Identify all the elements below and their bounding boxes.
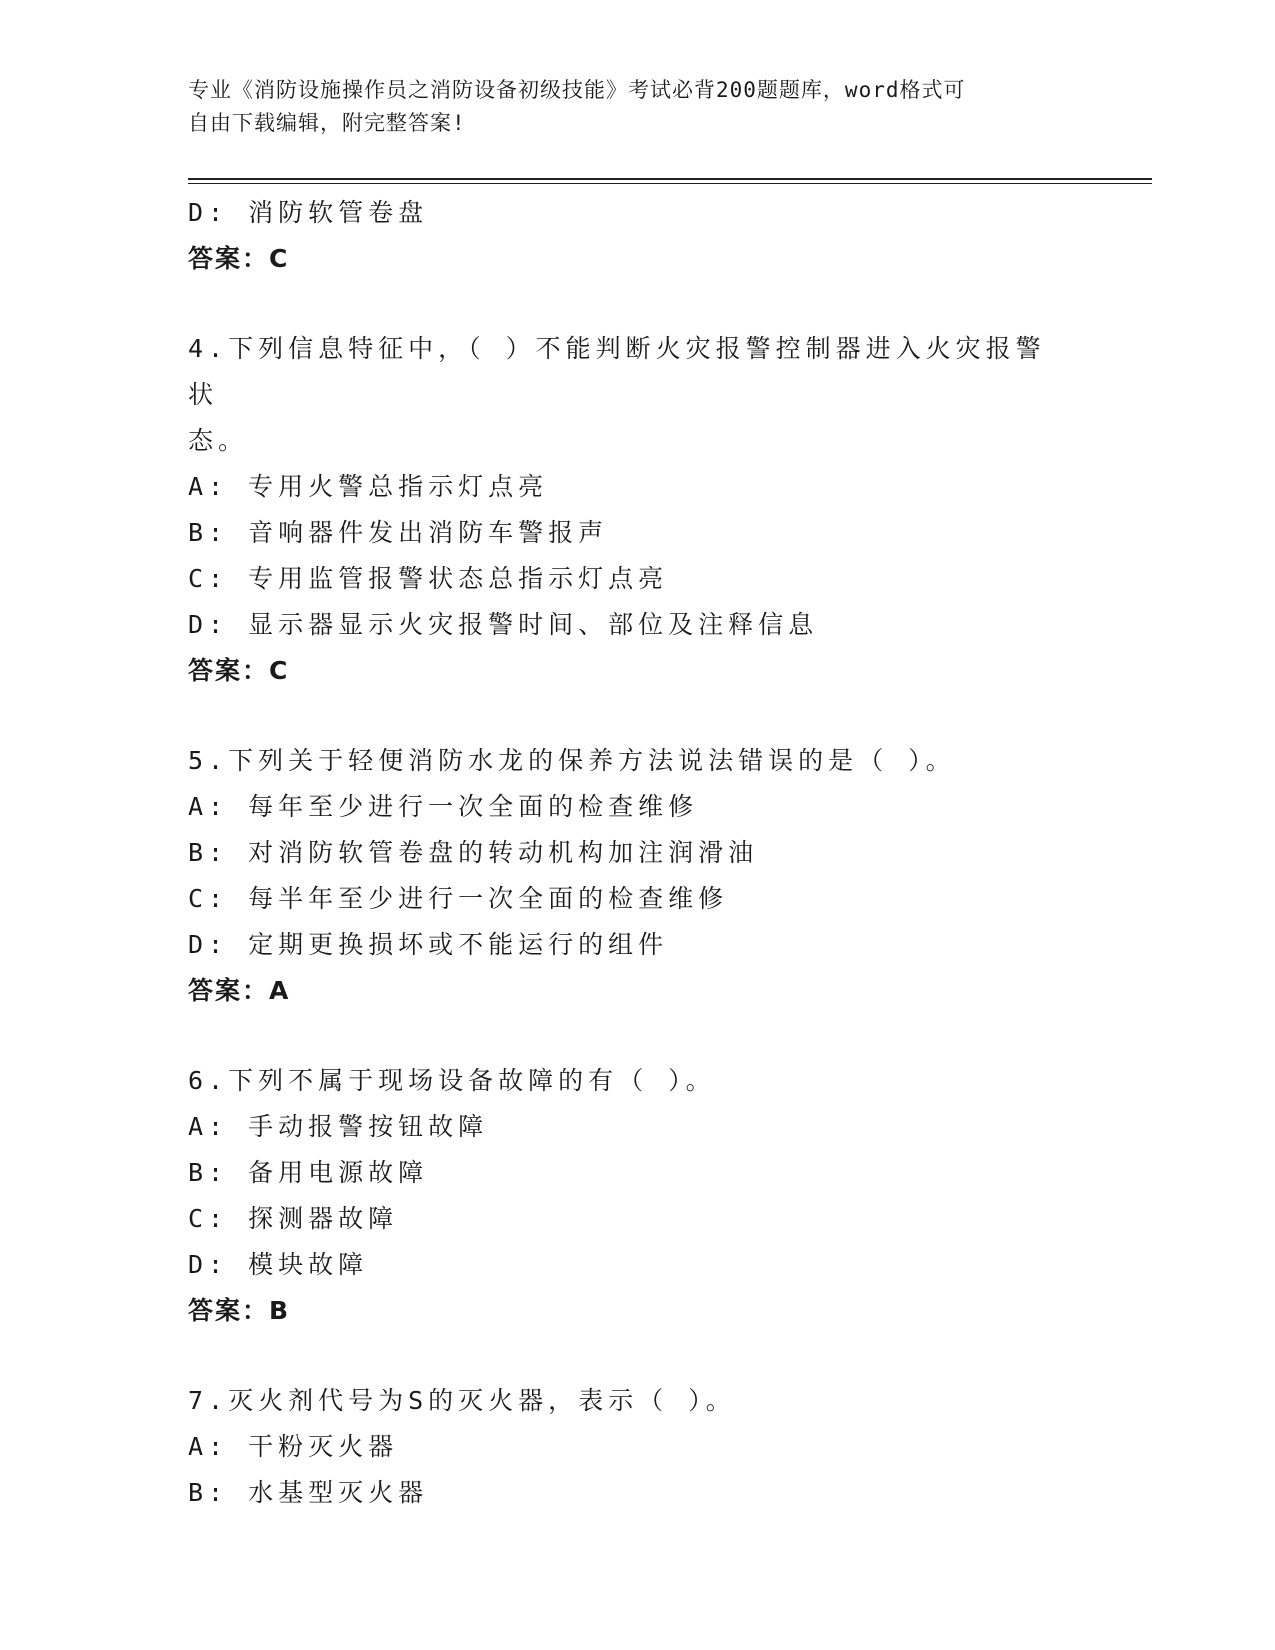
answer-label: 答案： — [188, 656, 270, 685]
answer-label: 答案： — [188, 244, 270, 273]
answer-value: C — [269, 244, 290, 273]
question-4 — [188, 326, 1088, 694]
question-stem: 5.下列关于轻便消防水龙的保养方法说法错误的是（ ）。 — [188, 746, 956, 775]
question-stem-line-2: 态。 — [188, 426, 249, 455]
option-b: B: 音响器件发出消防车警报声 — [188, 518, 609, 547]
option-c: C: 探测器故障 — [188, 1204, 399, 1233]
option-c: C: 专用监管报警状态总指示灯点亮 — [188, 564, 669, 593]
question-stem: 6.下列不属于现场设备故障的有（ ）。 — [188, 1066, 716, 1095]
document-header — [188, 74, 1068, 140]
answer-label: 答案： — [188, 1296, 270, 1325]
header-title-line-2: 自由下载编辑，附完整答案! — [188, 111, 466, 135]
option-d: D: 消防软管卷盘 — [188, 198, 429, 227]
option-d: D: 模块故障 — [188, 1250, 369, 1279]
question-stem-line-1: 4.下列信息特征中，（ ）不能判断火灾报警控制器进入火灾报警状 — [188, 334, 1046, 409]
question-6 — [188, 1058, 1088, 1334]
option-d: D: 显示器显示火灾报警时间、部位及注释信息 — [188, 610, 819, 639]
option-b: B: 水基型灭火器 — [188, 1478, 429, 1507]
answer-line — [188, 968, 1088, 1014]
option-b: B: 备用电源故障 — [188, 1158, 429, 1187]
answer-value: C — [269, 656, 290, 685]
question-5 — [188, 738, 1088, 1014]
question-7 — [188, 1378, 1088, 1516]
header-divider-thick — [188, 178, 1152, 180]
option-d: D: 定期更换损坏或不能运行的组件 — [188, 930, 669, 959]
question-3-tail — [188, 190, 1088, 282]
option-a: A: 干粉灭火器 — [188, 1432, 399, 1461]
question-list — [188, 190, 1088, 1516]
option-a: A: 每年至少进行一次全面的检查维修 — [188, 792, 699, 821]
header-divider-thin — [188, 183, 1152, 184]
question-stem: 7.灭火剂代号为S的灭火器，表示（ ）。 — [188, 1386, 736, 1415]
option-a: A: 手动报警按钮故障 — [188, 1112, 489, 1141]
answer-value: A — [269, 976, 291, 1005]
header-title-line-1: 专业《消防设施操作员之消防设备初级技能》考试必背200题题库，word格式可 — [188, 78, 966, 102]
answer-label: 答案： — [188, 976, 270, 1005]
option-b: B: 对消防软管卷盘的转动机构加注润滑油 — [188, 838, 759, 867]
option-a: A: 专用火警总指示灯点亮 — [188, 472, 549, 501]
answer-value: B — [269, 1296, 291, 1325]
answer-line — [188, 1288, 1088, 1334]
answer-line — [188, 648, 1088, 694]
option-c: C: 每半年至少进行一次全面的检查维修 — [188, 884, 729, 913]
answer-line — [188, 236, 1088, 282]
